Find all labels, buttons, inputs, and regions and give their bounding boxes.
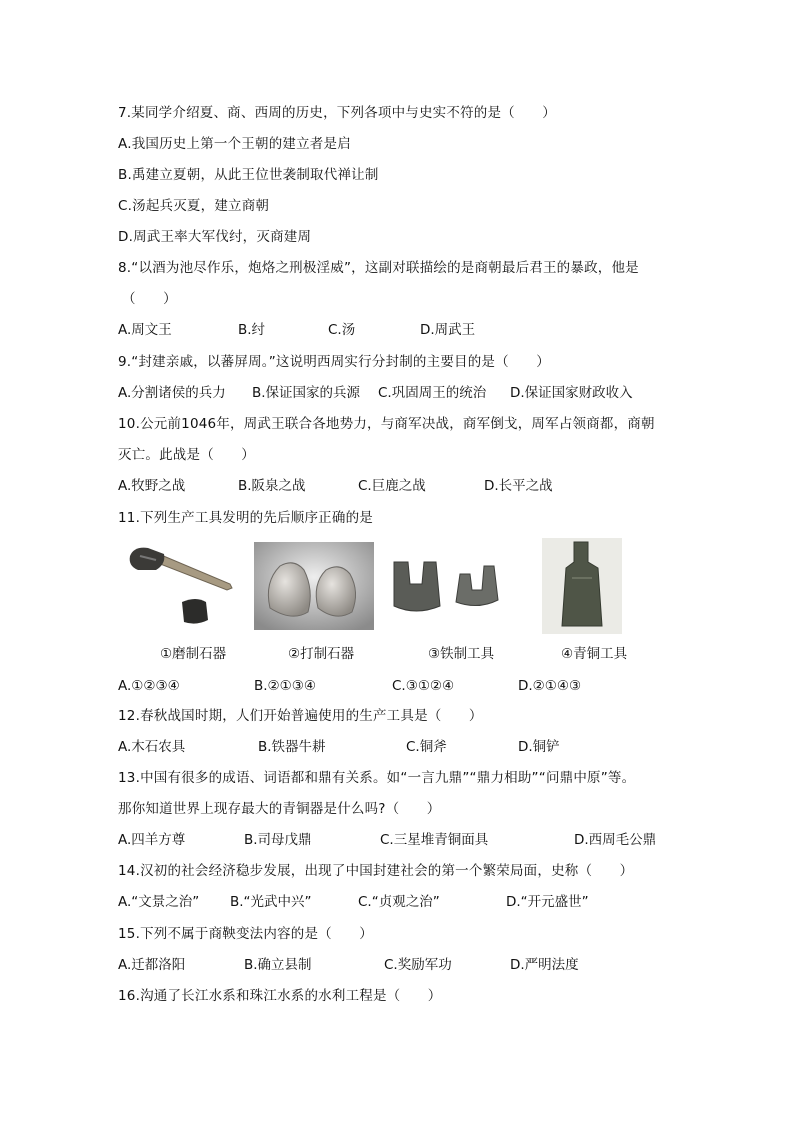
q8-option-d: D.周武王 [420, 322, 476, 338]
q12-option-d: D.铜铲 [518, 739, 560, 755]
q8-option-c: C.汤 [328, 322, 356, 338]
q9-option-a: A.分割诸侯的兵力 [118, 385, 226, 401]
q11-caption-2: ②打制石器 [288, 646, 355, 662]
q15-option-a: A.迁都洛阳 [118, 957, 186, 973]
q8-option-a: A.周文王 [118, 322, 172, 338]
q12-option-b: B.铁器牛耕 [258, 739, 326, 755]
q15-option-d: D.严明法度 [510, 957, 579, 973]
q11-option-b: B.②①③④ [254, 678, 316, 694]
q15-option-b: B.确立县制 [244, 957, 312, 973]
q14-stem: 14.汉初的社会经济稳步发展，出现了中国封建社会的第一个繁荣局面，史称（ ） [118, 863, 634, 879]
q10-option-d: D.长平之战 [484, 478, 553, 494]
bronze-tool-image [542, 538, 622, 634]
q13-stem-cont: 那你知道世界上现存最大的青铜器是什么吗?（ ） [118, 801, 441, 817]
q11-option-c: C.③①②④ [392, 678, 455, 694]
q10-stem-cont: 灭亡。此战是（ ） [118, 447, 255, 463]
q8-option-b: B.纣 [238, 322, 266, 338]
q14-option-a: A.“文景之治” [118, 894, 200, 910]
q11-caption-3: ③铁制工具 [428, 646, 495, 662]
q7-option-b: B.禹建立夏朝，从此王位世袭制取代禅让制 [118, 167, 379, 183]
q11-caption-1: ①磨制石器 [160, 646, 227, 662]
q11-option-d: D.②①④③ [518, 678, 582, 694]
q7-option-c: C.汤起兵灭夏，建立商朝 [118, 198, 270, 214]
q13-option-d: D.西周毛公鼎 [574, 832, 657, 848]
q10-option-c: C.巨鹿之战 [358, 478, 426, 494]
q12-option-c: C.铜斧 [406, 739, 447, 755]
q10-stem: 10.公元前1046年，周武王联合各地势力，与商军决战，商军倒戈，周军占领商都，商朝 [118, 416, 655, 432]
q10-option-a: A.牧野之战 [118, 478, 186, 494]
q13-option-b: B.司母戊鼎 [244, 832, 312, 848]
q11-caption-4: ④青铜工具 [561, 646, 628, 662]
q7-stem: 7.某同学介绍夏、商、西周的历史，下列各项中与史实不符的是（ ） [118, 105, 556, 121]
q14-option-d: D.“开元盛世” [506, 894, 589, 910]
q9-stem: 9.“封建亲戚，以蕃屏周。”这说明西周实行分封制的主要目的是（ ） [118, 354, 550, 370]
polished-stone-tool-image [126, 540, 238, 632]
chipped-stone-tool-image [254, 542, 374, 630]
q13-stem: 13.中国有很多的成语、词语都和鼎有关系。如“一言九鼎”“鼎力相助”“问鼎中原”等。 [118, 770, 636, 786]
q9-option-c: C.巩固周王的统治 [378, 385, 487, 401]
q8-stem-cont: （ ） [122, 291, 177, 307]
q14-option-b: B.“光武中兴” [230, 894, 312, 910]
q8-stem: 8.“以酒为池尽作乐，炮烙之刑极淫威”，这副对联描绘的是商朝最后君王的暴政，他是 [118, 260, 639, 276]
q15-option-c: C.奖励军功 [384, 957, 452, 973]
q16-stem: 16.沟通了长江水系和珠江水系的水利工程是（ ） [118, 988, 442, 1004]
q9-option-b: B.保证国家的兵源 [252, 385, 361, 401]
q12-option-a: A.木石农具 [118, 739, 186, 755]
q11-stem: 11.下列生产工具发明的先后顺序正确的是 [118, 510, 373, 526]
q10-option-b: B.阪泉之战 [238, 478, 306, 494]
q7-option-d: D.周武王率大军伐纣，灭商建周 [118, 229, 312, 245]
q13-option-c: C.三星堆青铜面具 [380, 832, 489, 848]
iron-tool-image [390, 548, 526, 618]
q9-option-d: D.保证国家财政收入 [510, 385, 633, 401]
q13-option-a: A.四羊方尊 [118, 832, 186, 848]
q7-option-a: A.我国历史上第一个王朝的建立者是启 [118, 136, 351, 152]
q12-stem: 12.春秋战国时期，人们开始普遍使用的生产工具是（ ） [118, 708, 483, 724]
q14-option-c: C.“贞观之治” [358, 894, 440, 910]
q11-option-a: A.①②③④ [118, 678, 180, 694]
q15-stem: 15.下列不属于商鞅变法内容的是（ ） [118, 926, 373, 942]
